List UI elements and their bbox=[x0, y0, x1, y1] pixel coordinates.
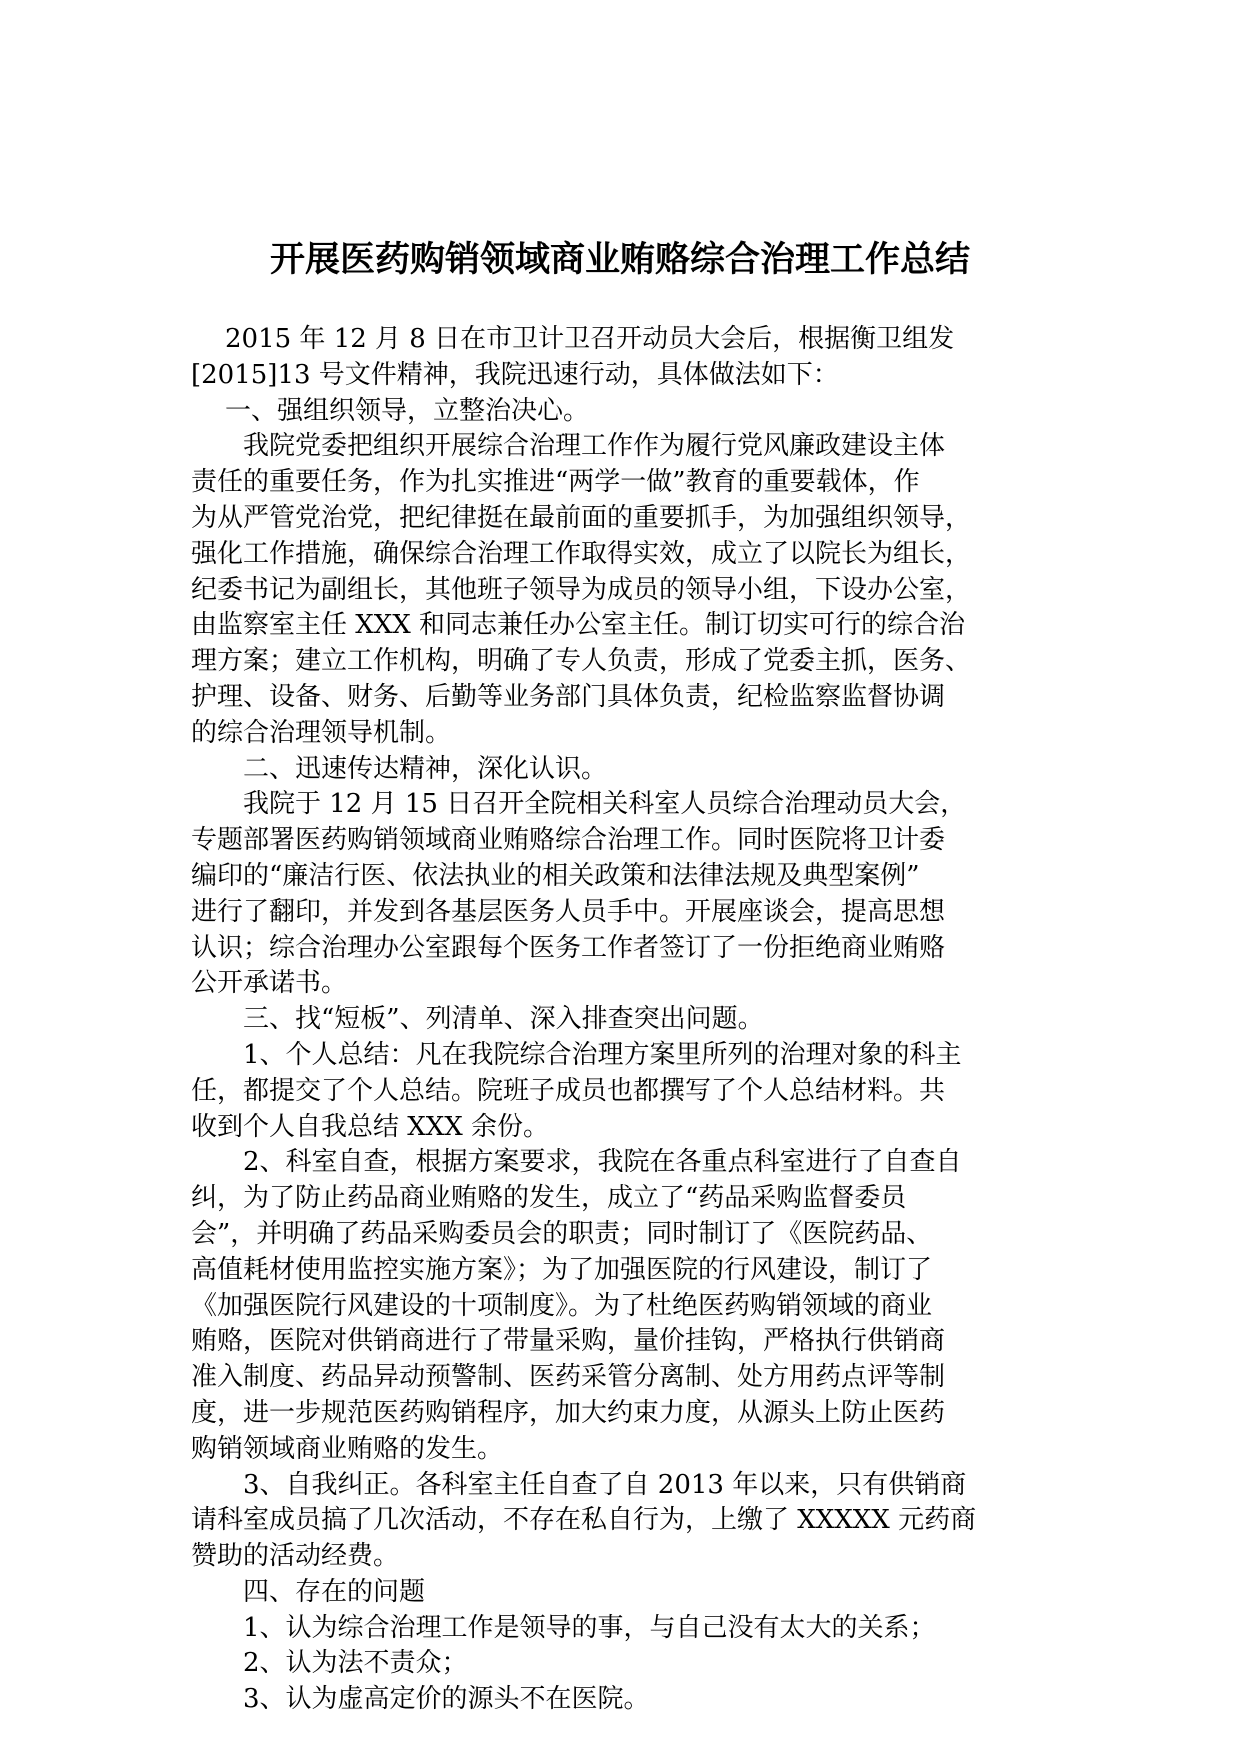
paragraph-line: 贿赂，医院对供销商进行了带量采购，量价挂钩，严格执行供销商 bbox=[191, 1326, 946, 1357]
paragraph-line: 购销领域商业贿赂的发生。 bbox=[191, 1433, 504, 1464]
paragraph-line: 《加强医院行风建设的十项制度》。为了杜绝医药购销领域的商业 bbox=[191, 1290, 933, 1321]
paragraph-line: 四、存在的问题 bbox=[243, 1576, 426, 1607]
paragraph-line: 我院党委把组织开展综合治理工作作为履行党风廉政建设主体 bbox=[243, 431, 946, 462]
paragraph-line: 公开承诺书。 bbox=[191, 968, 348, 999]
paragraph-line: 专题部署医药购销领域商业贿赂综合治理工作。同时医院将卫计委 bbox=[191, 825, 946, 856]
paragraph-line: 1、认为综合治理工作是领导的事，与自己没有太大的关系； bbox=[243, 1612, 936, 1643]
paragraph-line: 1、个人总结：凡在我院综合治理方案里所列的治理对象的科主 bbox=[243, 1039, 962, 1070]
paragraph bbox=[191, 1002, 1049, 1038]
paragraph-line: 由监察室主任 XXX 和同志兼任办公室主任。制订切实可行的综合治 bbox=[191, 610, 966, 641]
paragraph-line: 2、科室自查，根据方案要求，我院在各重点科室进行了自查自 bbox=[243, 1147, 962, 1178]
paragraph-line: 准入制度、药品异动预警制、医药采管分离制、处方用药点评等制 bbox=[191, 1362, 946, 1393]
paragraph-line: 三、找“短板”、列清单、深入排查突出问题。 bbox=[243, 1004, 764, 1035]
paragraph-line: 认识；综合治理办公室跟每个医务工作者签订了一份拒绝商业贿赂 bbox=[191, 932, 946, 963]
paragraph-line: 3、自我纠正。各科室主任自查了自 2013 年以来，只有供销商 bbox=[243, 1469, 967, 1500]
paragraph bbox=[191, 394, 1049, 430]
paragraph-line: 赞助的活动经费。 bbox=[191, 1541, 400, 1572]
paragraph bbox=[191, 1038, 1049, 1145]
paragraph-line: 2、认为法不责众； bbox=[243, 1648, 468, 1679]
paragraph bbox=[191, 1575, 1049, 1611]
paragraph-line: 2015 年 12 月 8 日在市卫计卫召开动员大会后，根据衡卫组发 bbox=[225, 324, 955, 354]
paragraph-line: 度，进一步规范医药购销程序，加大约束力度，从源头上防止医药 bbox=[191, 1397, 946, 1428]
paragraph-line: 责任的重要任务，作为扎实推进“两学一做”教育的重要载体，作 bbox=[191, 467, 920, 498]
paragraph bbox=[191, 787, 1049, 1002]
paragraph bbox=[191, 752, 1049, 788]
paragraph-line: [2015]13 号文件精神，我院迅速行动，具体做法如下： bbox=[191, 359, 839, 390]
document-body bbox=[191, 322, 1049, 1718]
paragraph-line: 为从严管党治党，把纪律挺在最前面的重要抓手，为加强组织领导， bbox=[191, 502, 972, 533]
paragraph bbox=[191, 1145, 1049, 1467]
paragraph-line: 收到个人自我总结 XXX 余份。 bbox=[191, 1111, 550, 1142]
paragraph-line: 二、迅速传达精神，深化认识。 bbox=[243, 753, 608, 784]
document-title: 开展医药购销领域商业贿赂综合治理工作总结 bbox=[269, 240, 970, 280]
paragraph bbox=[191, 1611, 1049, 1647]
paragraph-line: 3、认为虚高定价的源头不在医院。 bbox=[243, 1684, 650, 1715]
paragraph-line: 强化工作措施，确保综合治理工作取得实效，成立了以院长为组长， bbox=[191, 538, 972, 569]
paragraph-line: 会”，并明确了药品采购委员会的职责；同时制订了《医院药品、 bbox=[191, 1218, 933, 1249]
paragraph-line: 进行了翻印，并发到各基层医务人员手中。开展座谈会，提高思想 bbox=[191, 896, 946, 927]
paragraph-line: 我院于 12 月 15 日召开全院相关科室人员综合治理动员大会， bbox=[243, 789, 967, 820]
paragraph bbox=[191, 322, 1049, 394]
paragraph bbox=[191, 1646, 1049, 1682]
paragraph-line: 请科室成员搞了几次活动，不存在私自行为，上缴了 XXXXX 元药商 bbox=[191, 1505, 977, 1536]
paragraph-line: 护理、设备、财务、后勤等业务部门具体负责，纪检监察监督协调 bbox=[191, 681, 946, 712]
paragraph-line: 高值耗材使用监控实施方案》；为了加强医院的行风建设，制订了 bbox=[191, 1254, 933, 1285]
paragraph-line: 任，都提交了个人总结。院班子成员也都撰写了个人总结材料。共 bbox=[191, 1075, 946, 1106]
paragraph-line: 一、强组织领导，立整治决心。 bbox=[225, 395, 590, 426]
paragraph-line: 纠，为了防止药品商业贿赂的发生，成立了“药品采购监督委员 bbox=[191, 1183, 907, 1214]
paragraph bbox=[191, 1682, 1049, 1718]
paragraph-line: 编印的“廉洁行医、依法执业的相关政策和法律法规及典型案例” bbox=[191, 860, 920, 891]
paragraph bbox=[191, 429, 1049, 751]
paragraph-line: 纪委书记为副组长，其他班子领导为成员的领导小组，下设办公室， bbox=[191, 574, 972, 605]
paragraph-line: 的综合治理领导机制。 bbox=[191, 717, 452, 748]
paragraph bbox=[191, 1468, 1049, 1575]
paragraph-line: 理方案；建立工作机构，明确了专人负责，形成了党委主抓，医务、 bbox=[191, 646, 972, 677]
